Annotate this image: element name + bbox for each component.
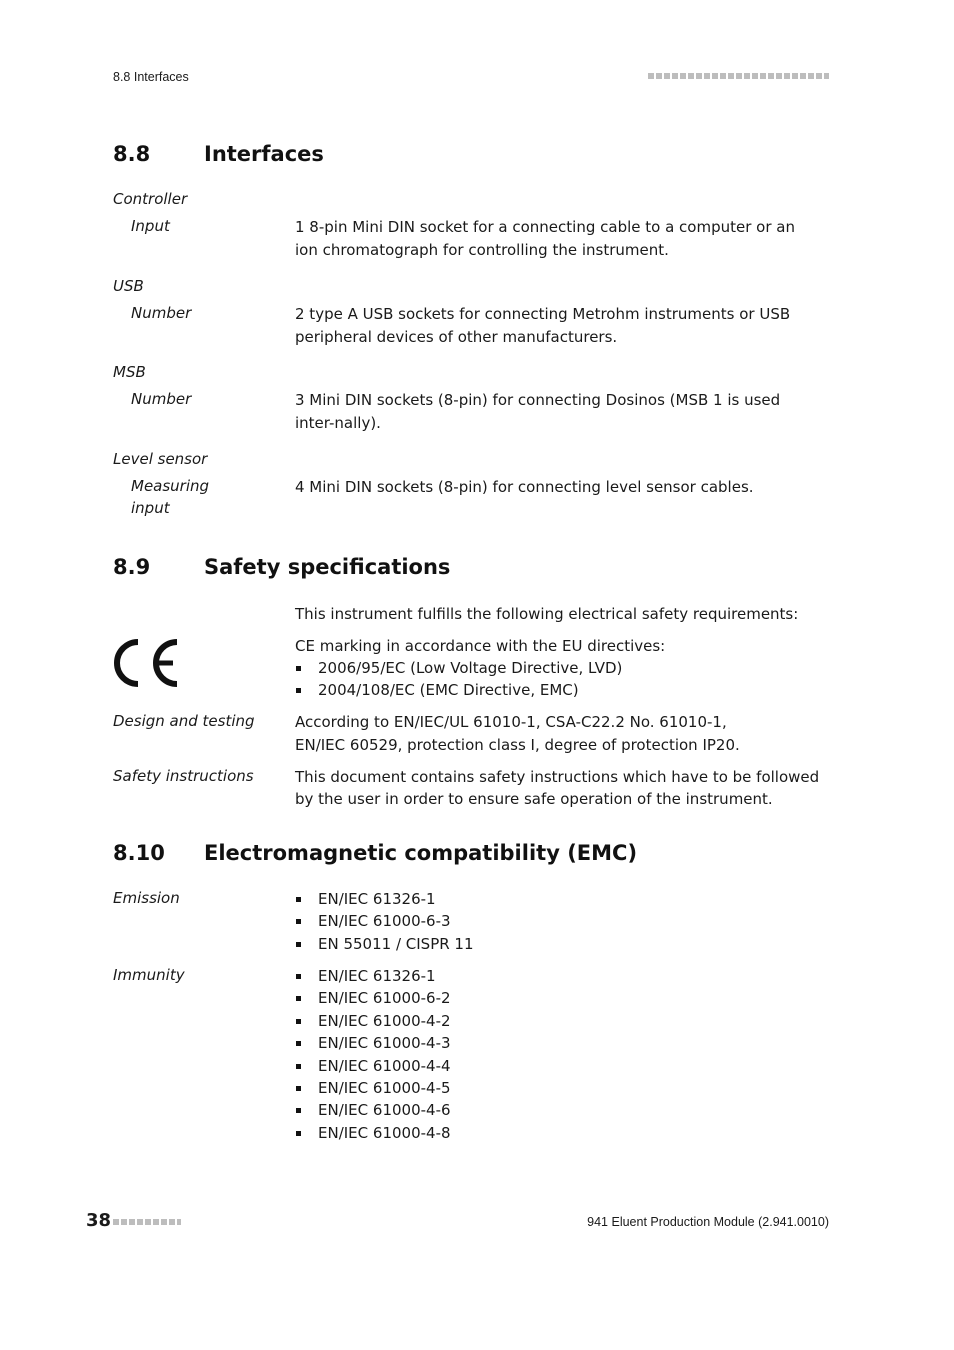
bullet-icon xyxy=(296,942,301,947)
bullet-icon xyxy=(296,666,301,671)
running-header: 8.8 Interfaces xyxy=(113,70,189,84)
section-number: 8.9 xyxy=(113,555,151,579)
list-item: EN/IEC 61000-4-3 xyxy=(295,1032,815,1054)
list-item: 2006/95/EC (Low Voltage Directive, LVD) xyxy=(295,657,815,679)
list-item: EN/IEC 61000-4-8 xyxy=(295,1122,815,1144)
bullet-icon xyxy=(296,1064,301,1069)
label-level-sensor: Level sensor xyxy=(113,450,208,468)
section-title: Safety specifications xyxy=(204,555,451,579)
bullet-icon xyxy=(296,897,301,902)
header-decoration xyxy=(648,73,829,79)
section-heading-8-10 xyxy=(113,841,713,869)
list-item: 2004/108/EC (EMC Directive, EMC) xyxy=(295,679,815,701)
section-heading-8-8 xyxy=(113,142,613,170)
label-usb: USB xyxy=(113,277,144,295)
design-text-line1: According to EN/IEC/UL 61010-1, CSA-C22.2 No. 61010-1, xyxy=(295,713,727,731)
list-item: EN/IEC 61000-4-4 xyxy=(295,1055,815,1077)
bullet-icon xyxy=(296,996,301,1001)
bullet-icon xyxy=(296,1041,301,1046)
sublabel-measuring: Measuring xyxy=(131,477,210,495)
ce-marking-text: CE marking in accordance with the EU directives: xyxy=(295,637,666,655)
label-controller: Controller xyxy=(113,190,188,208)
section-number: 8.8 xyxy=(113,142,151,166)
immunity-list xyxy=(295,965,815,1144)
list-item: EN/IEC 61000-6-2 xyxy=(295,987,815,1009)
safety-text-line1: This document contains safety instructions which have to be followed xyxy=(295,768,820,786)
section-title: Electromagnetic compatibility (EMC) xyxy=(204,841,638,865)
bullet-icon xyxy=(296,1086,301,1091)
sublabel-usb-number: Number xyxy=(131,304,192,322)
safety-text-line2: by the user in order to ensure safe operation of the instrument. xyxy=(295,790,773,808)
sublabel-input: Input xyxy=(131,217,170,235)
label-design-testing: Design and testing xyxy=(113,712,255,730)
label-safety-instructions: Safety instructions xyxy=(113,767,254,785)
level-sensor-text: 4 Mini DIN sockets (8-pin) for connecting level sensor cables. xyxy=(295,478,754,496)
sublabel-input: input xyxy=(131,499,170,517)
usb-number-text: 2 type A USB sockets for connecting Metrohm instruments or USB peripheral devices of other manufacturers. xyxy=(295,305,791,346)
list-item: EN/IEC 61326-1 xyxy=(295,888,815,910)
bullet-icon xyxy=(296,1131,301,1136)
list-item: EN/IEC 61326-1 xyxy=(295,965,815,987)
design-text-line2: EN/IEC 60529, protection class I, degree of protection IP20. xyxy=(295,736,740,754)
product-name: 941 Eluent Production Module (2.941.0010) xyxy=(587,1215,829,1229)
bullet-icon xyxy=(296,1019,301,1024)
bullet-icon xyxy=(296,688,301,693)
list-item: EN 55011 / CISPR 11 xyxy=(295,933,815,955)
label-immunity: Immunity xyxy=(113,966,185,984)
ce-mark-icon xyxy=(113,636,181,690)
bullet-icon xyxy=(296,1108,301,1113)
footer-decoration xyxy=(113,1219,181,1225)
emission-list xyxy=(295,888,815,955)
list-item: EN/IEC 61000-4-5 xyxy=(295,1077,815,1099)
list-item: EN/IEC 61000-4-6 xyxy=(295,1099,815,1121)
page-number: 38 xyxy=(86,1210,112,1231)
bullet-icon xyxy=(296,919,301,924)
list-item: EN/IEC 61000-4-2 xyxy=(295,1010,815,1032)
sublabel-msb-number: Number xyxy=(131,390,192,408)
section-heading-8-9 xyxy=(113,555,613,583)
label-emission: Emission xyxy=(113,889,180,907)
ce-directives-list xyxy=(295,657,815,702)
label-msb: MSB xyxy=(113,363,146,381)
section-number: 8.10 xyxy=(113,841,165,865)
safety-intro: This instrument fulfills the following electrical safety requirements: xyxy=(295,605,799,623)
section-title: Interfaces xyxy=(204,142,324,166)
list-item: EN/IEC 61000-6-3 xyxy=(295,910,815,932)
msb-number-text: 3 Mini DIN sockets (8-pin) for connecting Dosinos (MSB 1 is used inter-nally). xyxy=(295,391,781,432)
bullet-icon xyxy=(296,974,301,979)
controller-input-text: 1 8-pin Mini DIN socket for a connecting cable to a computer or an ion chromatograph for controlling the instrument. xyxy=(295,218,795,259)
